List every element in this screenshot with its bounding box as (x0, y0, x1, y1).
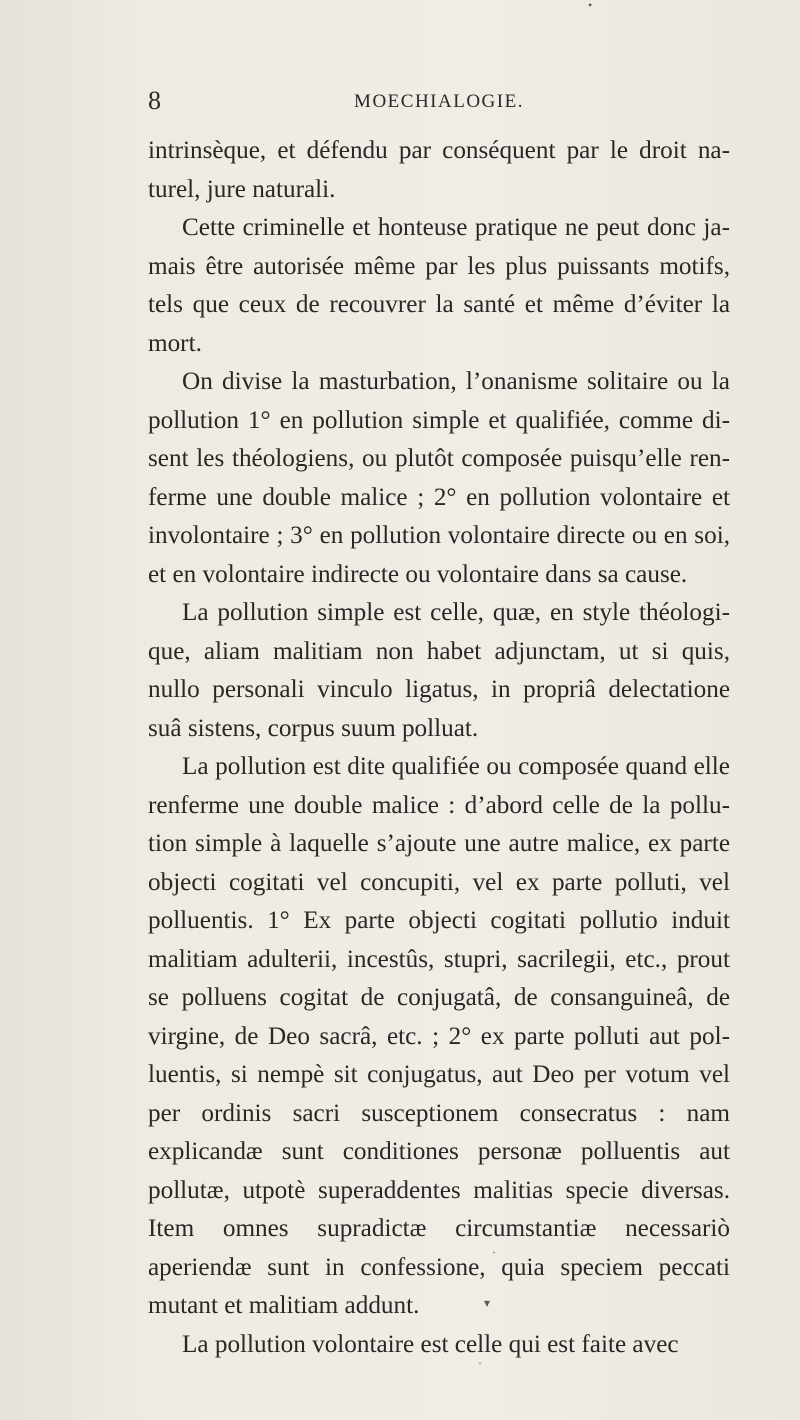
running-title: MOECHIALOGIE. (354, 91, 524, 112)
ink-speck: · (478, 1356, 482, 1370)
paragraph: Cette criminelle et honteuse pratique ne peut donc jamais être autorisée même par les plus puissants motifs, tels que ceux de recouvrer la santé et même d’éviter la mort. (148, 214, 730, 357)
paragraph: La pollution simple est celle, quæ, en style théologique, aliam malitiam non habet adjunctam, ut si quis, nullo personali vinculo ligatus, in propriâ delectatione suâ sistens, corpus suum polluat. (148, 599, 730, 742)
ink-speck: • (588, 0, 593, 12)
paragraph: La pollution est dite qualifiée ou composée quand elle renferme une double malice : d’abord celle de la pollution simple à laquelle s’ajoute une autre malice, ex parte objecti cogitati vel concupiti, vel ex parte polluti, vel polluentis. 1° Ex parte objecti cogitati pollutio induit malitiam adulterii, incestûs, stupri, sacrilegii, etc., prout se polluens cogitat de conjugatâ, de consanguineâ, de virgine, de Deo sacrâ, etc. ; 2° ex parte polluti aut polluentis, si nempè sit conjugatus, aut Deo per votum vel per ordinis sacri susceptionem consecratus : nam explicandæ sunt conditiones personæ polluentis aut pollutæ, utpotè superaddentes malitias specie diversas. Item omnes supradictæ circumstantiæ necessariò aperiendæ sunt in confessione, quia speciem peccati mutant et malitiam addunt. (148, 753, 730, 1319)
paragraph: On divise la masturbation, l’onanisme solitaire ou la pollution 1° en pollution simple et qualifiée, comme disent les théologiens, ou plutôt composée puisqu’elle renferme une double malice ; 2° en pollution volontaire et involontaire ; 3° en pollution volontaire directe ou en soi, et en volontaire indirecte ou volontaire dans sa cause. (148, 368, 730, 588)
ink-speck: ▾ (484, 1296, 491, 1310)
paragraph: intrinsèque, et défendu par conséquent par le droit naturel, jure naturali. (148, 137, 730, 203)
ink-speck: ˎ (492, 1240, 496, 1254)
page-number: 8 (148, 86, 161, 115)
paragraph: La pollution volontaire est celle qui est faite avec (182, 1330, 679, 1358)
page-header (148, 86, 730, 116)
body-text (148, 132, 730, 1364)
